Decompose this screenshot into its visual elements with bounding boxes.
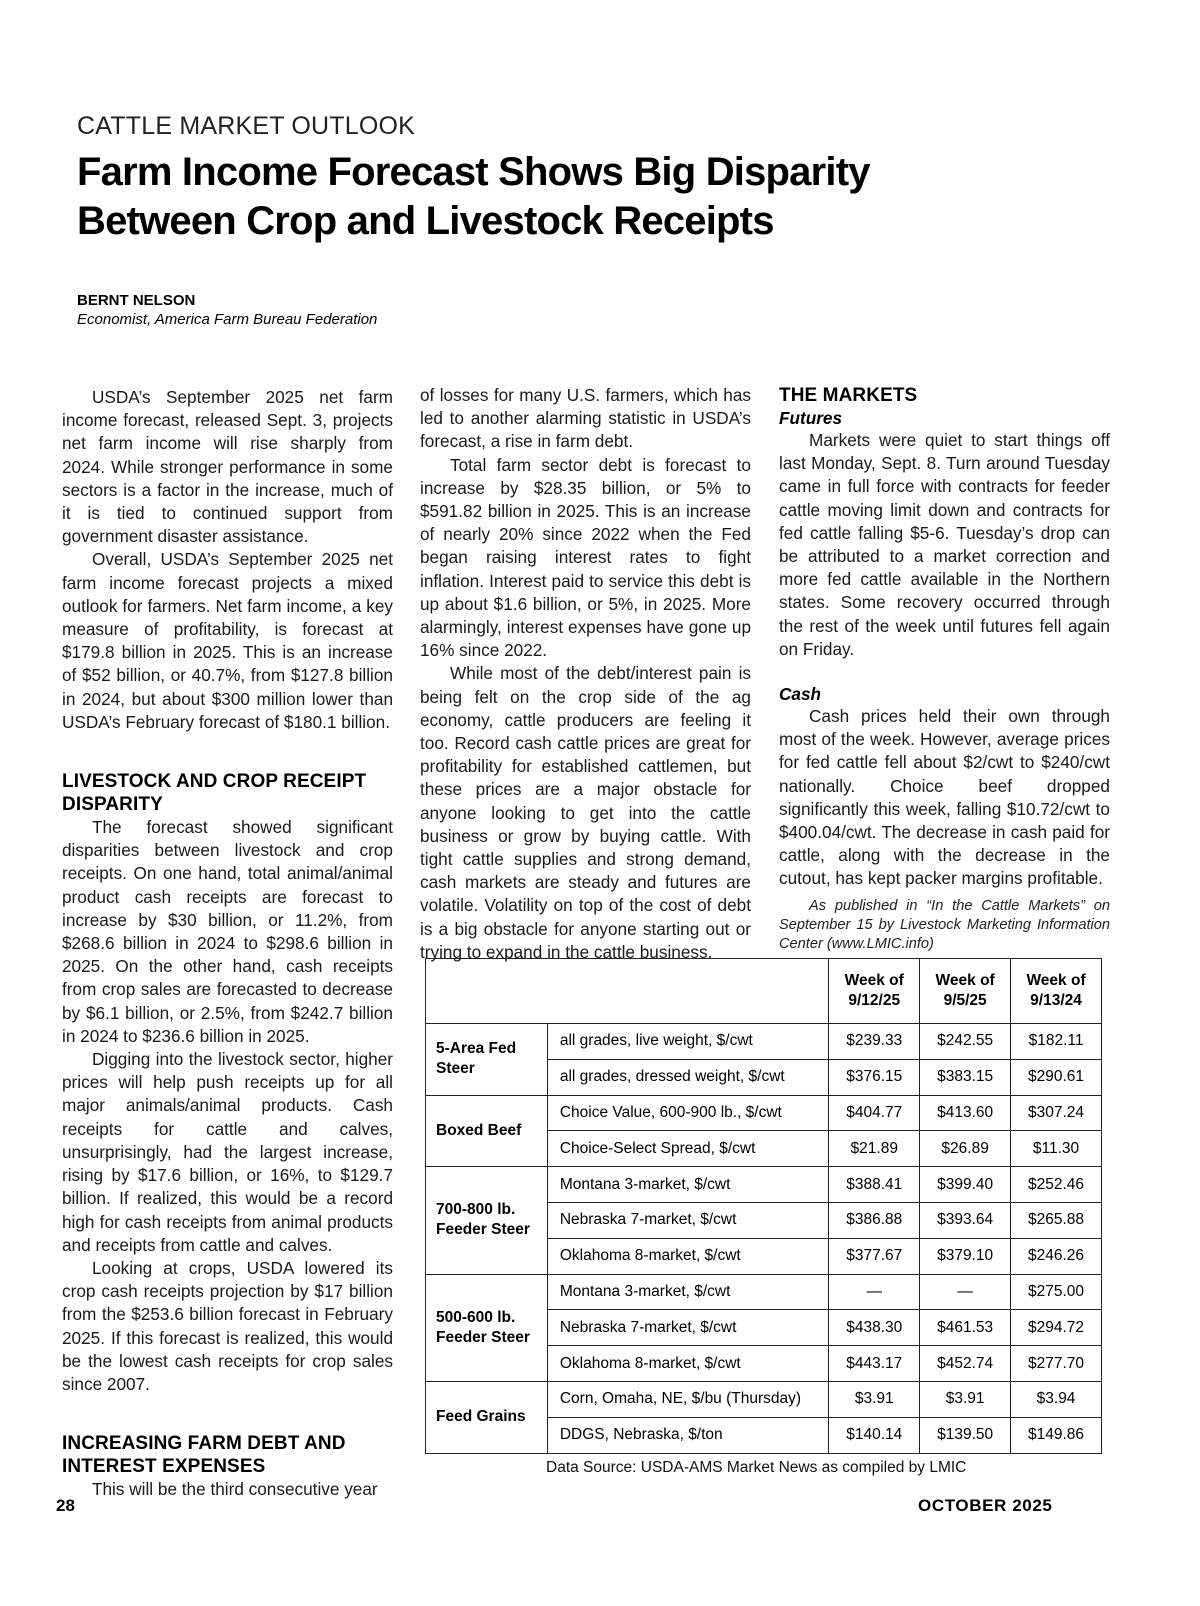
row-description: Montana 3-market, $/cwt xyxy=(547,1274,828,1310)
price-cell: $265.88 xyxy=(1011,1202,1102,1238)
futures-paragraph: Markets were quiet to start things off last Monday, Sept. 8. Turn around Tuesday came in full force with contracts for feeder cattle moving limit down and contracts for fed cattle falling $5-6. Tuesday’s drop can be attributed to a market correction and more fed cattle available in the Northern states. Some recovery occurred through the rest of the week until futures fell again on Friday. xyxy=(779,430,1110,659)
cash-paragraph: Cash prices held their own through most of the week. However, average prices for fed cattle fell about $2/cwt to $240/cwt nationally. Choice beef dropped significantly this week, falling $10.72/cwt to $400.04/cwt. The decrease in cash paid for cattle, along with the decrease in the cutout, has kept packer margins profitable. xyxy=(779,706,1110,889)
table-row xyxy=(426,1095,1102,1131)
price-cell: $277.70 xyxy=(1011,1346,1102,1382)
intro-paragraph-2: Overall, USDA’s September 2025 net farm income forecast projects a mixed outlook for farmers. Net farm income, a key measure of profitability, is forecast at $179.8 billion in 2025. This is an increase of $52 billion, or 40.7%, from $127.8 billion in 2024, but about $300 million lower than USDA’s February forecast of $180.1 billion. xyxy=(62,549,393,732)
price-cell: $242.55 xyxy=(920,1024,1011,1060)
price-cell: $140.14 xyxy=(829,1417,920,1453)
row-description: Nebraska 7-market, $/cwt xyxy=(547,1202,828,1238)
row-description: Choice Value, 600-900 lb., $/cwt xyxy=(547,1095,828,1131)
row-description: Choice-Select Spread, $/cwt xyxy=(547,1131,828,1167)
price-cell: $386.88 xyxy=(829,1202,920,1238)
price-cell: $443.17 xyxy=(829,1346,920,1382)
price-cell: $3.91 xyxy=(829,1381,920,1417)
disparity-paragraph-1: The forecast showed significant disparities between livestock and crop receipts. On one hand, total animal/animal product cash receipts are forecast to increase by $30 billion, or 11.2%, from $268.6 billion in 2024 to $298.6 billion in 2025. On the other hand, cash receipts from crop sales are forecasted to decrease by $6.1 billion, or 2.5%, from $242.7 billion in 2024 to $236.6 billion in 2025. xyxy=(62,817,393,1046)
issue-date: OCTOBER 2025 xyxy=(918,1496,1053,1515)
price-cell: $376.15 xyxy=(829,1059,920,1095)
price-cell: $246.26 xyxy=(1011,1238,1102,1274)
group-label-fed-steer: 5-Area Fed Steer xyxy=(426,1024,548,1096)
headline-line-2: Between Crop and Livestock Receipts xyxy=(77,199,774,243)
row-description: DDGS, Nebraska, $/ton xyxy=(547,1417,828,1453)
price-cell: $11.30 xyxy=(1011,1131,1102,1167)
article-column-2 xyxy=(420,384,751,964)
column-header-prior-week: Week of 9/5/25 xyxy=(920,959,1011,1024)
intro-paragraph-1: USDA’s September 2025 net farm income forecast, released Sept. 3, projects net farm income will rise sharply from 2024. While stronger performance in some sectors is a factor in the increase, much of it is tied to continued support from government disaster assistance. xyxy=(62,387,393,547)
debt-paragraph-3: While most of the debt/interest pain is being felt on the crop side of the ag economy, cattle producers are feeling it too. Record cash cattle prices are great for profitability for established cattlemen, but these prices are a major obstacle for anyone looking to get into the cattle business or grow by buying cattle. With tight cattle supplies and strong demand, cash markets are steady and futures are volatile. Volatility on top of the cost of debt is a big obstacle for anyone starting out or trying to expand in the cattle business. xyxy=(420,663,751,962)
price-cell: $290.61 xyxy=(1011,1059,1102,1095)
price-cell: $239.33 xyxy=(829,1024,920,1060)
publication-credit: As published in “In the Cattle Markets” on September 15 by Livestock Marketing Information Center (www.LMIC.info) xyxy=(779,897,1110,952)
author-title: Economist, America Farm Bureau Federation xyxy=(77,311,378,328)
table-header-blank xyxy=(426,959,829,1024)
group-label-boxed-beef: Boxed Beef xyxy=(426,1095,548,1167)
group-label-500-600-feeder: 500-600 lb. Feeder Steer xyxy=(426,1274,548,1381)
section-heading-disparity: LIVESTOCK AND CROP RECEIPT DISPARITY xyxy=(62,771,367,816)
subheading-futures: Futures xyxy=(779,408,843,428)
price-cell: $388.41 xyxy=(829,1167,920,1203)
price-cell: $21.89 xyxy=(829,1131,920,1167)
market-prices-table xyxy=(425,958,1102,1454)
page-number: 28 xyxy=(56,1496,75,1515)
debt-paragraph-1-continued: of losses for many U.S. farmers, which has led to another alarming statistic in USDA’s forecast, a rise in farm debt. xyxy=(420,385,751,452)
article-column-3 xyxy=(779,384,1110,954)
disparity-paragraph-3: Looking at crops, USDA lowered its crop cash receipts projection by $17 billion from the $253.6 billion forecast in February 2025. If this forecast is realized, this would be the lowest cash receipts for crop sales since 2007. xyxy=(62,1257,393,1394)
disparity-paragraph-2: Digging into the livestock sector, higher prices will help push receipts up for all major animals/animal products. Cash receipts for cattle and calves, unsurprisingly, had the largest increase, rising by $17.6 billion, or 16%, to $129.7 billion. If realized, this would be a record high for cash receipts from animal products and receipts from cattle and calves. xyxy=(62,1049,393,1255)
price-cell: $404.77 xyxy=(829,1095,920,1131)
table-row xyxy=(426,1024,1102,1060)
column-header-current-week: Week of 9/12/25 xyxy=(829,959,920,1024)
price-cell: $3.94 xyxy=(1011,1381,1102,1417)
table-row xyxy=(426,1381,1102,1417)
price-cell: $307.24 xyxy=(1011,1095,1102,1131)
row-description: Oklahoma 8-market, $/cwt xyxy=(547,1238,828,1274)
price-cell: $379.10 xyxy=(920,1238,1011,1274)
table-row xyxy=(426,1167,1102,1203)
group-label-700-800-feeder: 700-800 lb. Feeder Steer xyxy=(426,1167,548,1274)
table-data-source: Data Source: USDA-AMS Market News as compiled by LMIC xyxy=(546,1459,967,1476)
article-column-1 xyxy=(62,386,393,1501)
price-cell: $252.46 xyxy=(1011,1167,1102,1203)
debt-paragraph-1-start: This will be the third consecutive year xyxy=(92,1479,378,1500)
price-cell: $413.60 xyxy=(920,1095,1011,1131)
row-description: Corn, Omaha, NE, $/bu (Thursday) xyxy=(547,1381,828,1417)
price-cell: $26.89 xyxy=(920,1131,1011,1167)
table-header-row xyxy=(426,959,1102,1024)
section-kicker: CATTLE MARKET OUTLOOK xyxy=(77,112,416,140)
price-cell: $182.11 xyxy=(1011,1024,1102,1060)
price-cell: $452.74 xyxy=(920,1346,1011,1382)
price-cell: $383.15 xyxy=(920,1059,1011,1095)
row-description: Oklahoma 8-market, $/cwt xyxy=(547,1346,828,1382)
column-header-year-ago: Week of 9/13/24 xyxy=(1011,959,1102,1024)
price-cell: $393.64 xyxy=(920,1202,1011,1238)
price-cell: — xyxy=(829,1274,920,1310)
price-cell: $149.86 xyxy=(1011,1417,1102,1453)
section-heading-markets: THE MARKETS xyxy=(779,385,918,406)
price-cell: $399.40 xyxy=(920,1167,1011,1203)
price-cell: $377.67 xyxy=(829,1238,920,1274)
price-cell: $139.50 xyxy=(920,1417,1011,1453)
row-description: Nebraska 7-market, $/cwt xyxy=(547,1310,828,1346)
subheading-cash: Cash xyxy=(779,684,822,705)
row-description: all grades, live weight, $/cwt xyxy=(547,1024,828,1060)
headline-line-1: Farm Income Forecast Shows Big Disparity xyxy=(77,150,870,194)
price-cell: $294.72 xyxy=(1011,1310,1102,1346)
author-name: BERNT NELSON xyxy=(77,292,196,309)
row-description: Montana 3-market, $/cwt xyxy=(547,1167,828,1203)
price-cell: $3.91 xyxy=(920,1381,1011,1417)
group-label-feed-grains: Feed Grains xyxy=(426,1381,548,1453)
price-cell: $275.00 xyxy=(1011,1274,1102,1310)
price-cell: $438.30 xyxy=(829,1310,920,1346)
price-cell: $461.53 xyxy=(920,1310,1011,1346)
row-description: all grades, dressed weight, $/cwt xyxy=(547,1059,828,1095)
price-cell: — xyxy=(920,1274,1011,1310)
article-headline xyxy=(77,148,1077,246)
section-heading-debt: INCREASING FARM DEBT AND INTEREST EXPENSES xyxy=(62,1433,346,1478)
debt-paragraph-2: Total farm sector debt is forecast to increase by $28.35 billion, or 5% to $591.82 billion in 2025. This is an increase of nearly 20% since 2022 when the Fed began raising interest rates to fight inflation. Interest paid to service this debt is up about $1.6 billion, or 5%, in 2025. More alarmingly, interest expenses have gone up 16% since 2022. xyxy=(420,454,751,661)
table-row xyxy=(426,1274,1102,1310)
